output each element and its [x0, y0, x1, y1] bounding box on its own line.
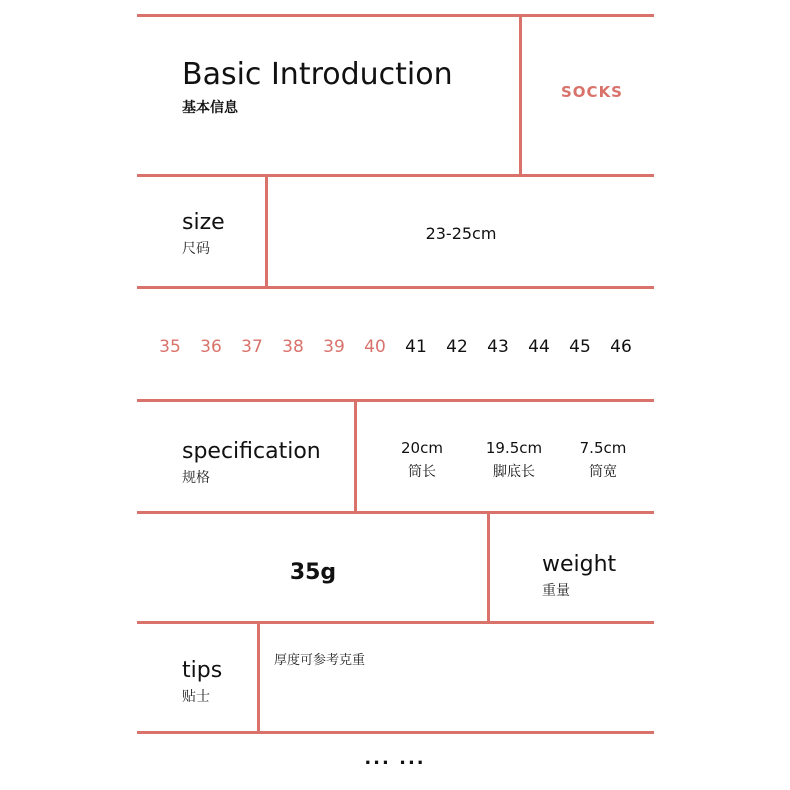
table-border-bottom — [137, 731, 654, 734]
col-divider-spec — [354, 399, 357, 514]
footer-ellipsis: ... ... — [364, 748, 426, 769]
weight-label: weight — [542, 552, 617, 577]
size-number: 37 — [241, 337, 263, 357]
row-divider-5 — [137, 621, 654, 624]
specification-label-zh: 规格 — [182, 470, 210, 486]
tips-label: tips — [182, 658, 223, 683]
product-tag: SOCKS — [561, 83, 623, 101]
spec-label: 脚底长 — [493, 464, 535, 480]
size-number: 36 — [200, 337, 222, 357]
page-title: Basic Introduction — [182, 57, 453, 92]
row-divider-3 — [137, 399, 654, 402]
spec-label: 筒长 — [408, 464, 436, 480]
size-number: 39 — [323, 337, 345, 357]
spec-value: 7.5cm — [579, 439, 627, 457]
spec-item-tube-width — [558, 439, 648, 481]
row-divider-1 — [137, 174, 654, 177]
size-number: 41 — [405, 337, 427, 357]
size-number: 38 — [282, 337, 304, 357]
row-divider-2 — [137, 286, 654, 289]
spec-value: 20cm — [401, 439, 443, 457]
tips-text: 厚度可参考克重 — [274, 653, 366, 668]
col-divider-tips — [257, 621, 260, 734]
row-divider-4 — [137, 511, 654, 514]
size-number: 46 — [610, 337, 632, 357]
spec-item-sole-length — [469, 439, 559, 481]
weight-label-zh: 重量 — [542, 583, 570, 599]
size-range: 23-25cm — [425, 224, 497, 243]
specification-label: specification — [182, 439, 321, 464]
tips-label-zh: 贴士 — [182, 689, 210, 705]
size-number: 35 — [159, 337, 181, 357]
spec-item-tube-length — [377, 439, 467, 481]
table-border-top — [137, 14, 654, 17]
page-subtitle: 基本信息 — [182, 100, 238, 116]
size-number: 42 — [446, 337, 468, 357]
size-label-zh: 尺码 — [182, 241, 210, 257]
size-number: 45 — [569, 337, 591, 357]
spec-label: 筒宽 — [589, 464, 617, 480]
size-number: 43 — [487, 337, 509, 357]
size-number: 40 — [364, 337, 386, 357]
size-number: 44 — [528, 337, 550, 357]
spec-value: 19.5cm — [485, 439, 543, 457]
weight-value: 35g — [289, 560, 337, 585]
size-label: size — [182, 210, 225, 235]
